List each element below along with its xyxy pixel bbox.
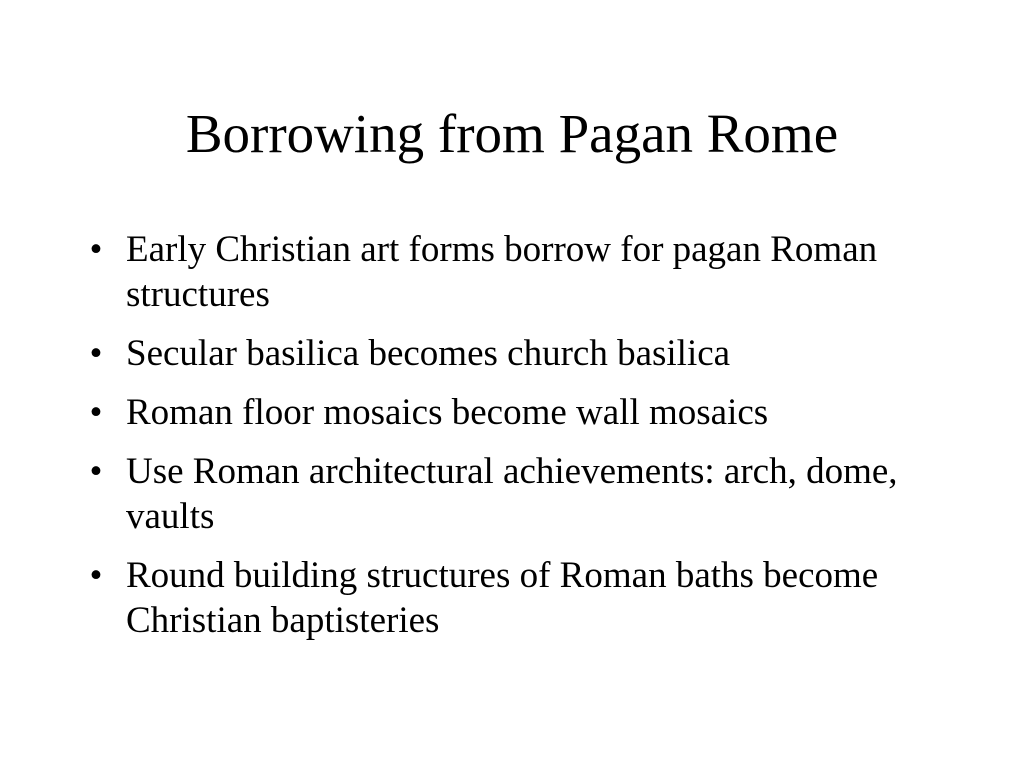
bullet-dot-icon: • [89, 392, 103, 433]
bullet-item [89, 227, 986, 317]
bullet-dot-icon: • [89, 333, 103, 374]
bullet-item [89, 449, 986, 539]
slide-title: Borrowing from Pagan Rome [185, 103, 839, 164]
bullet-item [89, 331, 986, 376]
bullet-dot-icon: • [89, 451, 103, 492]
bullet-text: Round building structures of Roman baths become Christian baptisteries [126, 555, 879, 641]
bullet-dot-icon: • [89, 229, 103, 270]
bullet-text: Secular basilica becomes church basilica [126, 333, 731, 374]
bullet-text: Early Christian art forms borrow for pagan Roman structures [126, 229, 878, 315]
bullet-text: Roman floor mosaics become wall mosaics [126, 392, 769, 433]
bullet-item [89, 553, 986, 643]
bullet-text: Use Roman architectural achievements: arch, dome, vaults [126, 451, 898, 537]
bullet-item [89, 390, 986, 435]
bullet-list [89, 227, 986, 657]
bullet-dot-icon: • [89, 555, 103, 596]
